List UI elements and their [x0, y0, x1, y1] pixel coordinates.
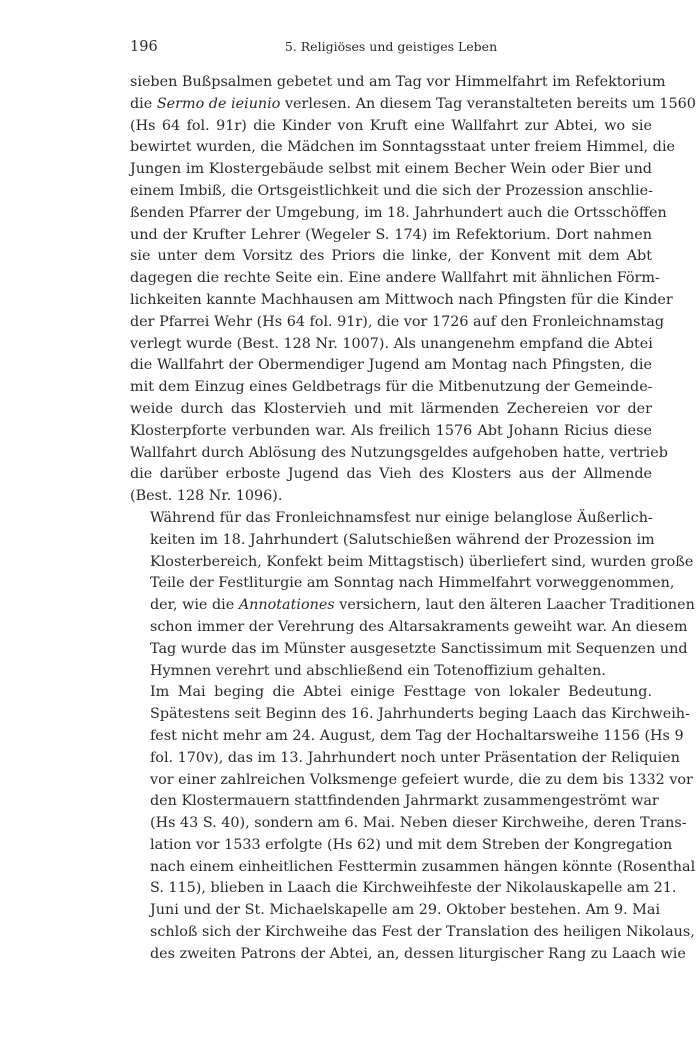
text-line: Hymnen verehrt und abschließend ein Totenoffizium gehalten.	[150, 662, 606, 679]
text-line: Juni und der St. Michaelskapelle am 29. Oktober bestehen. Am 9. Mai	[150, 902, 661, 919]
text-line: vor einer zahlreichen Volksmenge gefeiert wurde, die zu dem bis 1332 vor	[150, 771, 693, 788]
paragraph	[130, 682, 696, 965]
text-line	[130, 595, 695, 617]
body-text	[130, 72, 696, 966]
text-line: schloß sich der Kirchweihe das Fest der Translation des heiligen Nikolaus,	[150, 924, 695, 941]
paragraph	[130, 508, 695, 682]
text-line: Klosterbereich, Konfekt beim Mittagstisch) überliefert sind, wurden große	[150, 553, 694, 570]
text-line	[130, 94, 696, 116]
text-line: dagegen die rechte Seite ein. Eine andere Wallfahrt mit ähnlichen Förm-	[130, 270, 660, 287]
text-line: Teile der Festliturgie am Sonntag nach Himmelfahrt vorweggenommen,	[150, 575, 675, 592]
text-line: die darüber erboste Jugend das Vieh des Klosters aus der Allmende	[130, 466, 652, 483]
chapter-title: 5. Religiöses und geistiges Leben	[284, 39, 498, 54]
text-line: lichkeiten kannte Machhausen am Mittwoch nach Pfingsten für die Kinder	[130, 291, 673, 308]
text-line: einem Imbiß, die Ortsgeistlichkeit und die sich der Prozession anschlie-	[130, 182, 653, 199]
text-line: S. 115), blieben in Laach die Kirchweihfeste der Nikolauskapelle am 21.	[150, 880, 677, 897]
text-line: bewirtet wurden, die Mädchen im Sonntagsstaat unter freiem Himmel, die	[130, 139, 676, 156]
text-line: schon immer der Verehrung des Altarsakraments geweiht war. An diesem	[150, 618, 688, 635]
text-line: (Hs 43 S. 40), sondern am 6. Mai. Neben dieser Kirchweihe, deren Trans-	[150, 815, 687, 832]
paragraph	[130, 72, 696, 508]
text-run: die	[130, 95, 157, 112]
text-line: Klosterpforte verbunden war. Als freilich 1576 Abt Johann Ricius diese	[130, 422, 652, 439]
text-run: verlesen. An diesem Tag veranstalteten bereits um 1560	[280, 95, 696, 112]
text-line: nach einem einheitlichen Festtermin zusammen hängen könnte (Rosenthal	[150, 858, 696, 875]
italic-title: Sermo de ieiunio	[156, 95, 281, 112]
text-line: verlegt wurde (Best. 128 Nr. 1007). Als unangenehm empfand die Abtei	[130, 335, 653, 352]
text-line: keiten im 18. Jahrhundert (Salutschießen während der Prozession im	[150, 531, 655, 548]
page-number: 196	[130, 39, 158, 55]
text-line: (Best. 128 Nr. 1096).	[130, 488, 283, 505]
text-run: der, wie die	[150, 597, 239, 614]
text-line: sieben Bußpsalmen gebetet und am Tag vor Himmelfahrt im Refektorium	[130, 74, 666, 90]
text-line: Spätestens seit Beginn des 16. Jahrhunderts beging Laach das Kirchweih-	[150, 706, 690, 723]
text-line: Jungen im Klostergebäude selbst mit einem Becher Wein oder Bier und	[130, 161, 652, 178]
text-line: weide durch das Klostervieh und mit lärmenden Zechereien vor der	[130, 400, 652, 417]
text-line: der Pfarrei Wehr (Hs 64 fol. 91r), die vor 1726 auf den Fronleichnamstag	[130, 313, 665, 330]
text-line: den Klostermauern stattfindenden Jahrmarkt zusammengeströmt war	[150, 793, 659, 810]
text-line: Tag wurde das im Münster ausgesetzte Sanctissimum mit Sequenzen und	[150, 640, 688, 657]
text-line: Wallfahrt durch Ablösung des Nutzungsgeldes aufgehoben hatte, vertrieb	[130, 444, 668, 461]
italic-title: Annotationes	[238, 597, 335, 614]
running-head	[130, 36, 652, 58]
text-line: fol. 170v), das im 13. Jahrhundert noch unter Präsentation der Reliquien	[150, 749, 680, 766]
text-line: die Wallfahrt der Obermendiger Jugend am Montag nach Pfingsten, die	[130, 357, 652, 374]
text-line: sie unter dem Vorsitz des Priors die linke, der Konvent mit dem Abt	[130, 248, 652, 265]
text-line: Im Mai beging die Abtei einige Festtage von lokaler Bedeutung.	[150, 684, 652, 701]
book-page	[130, 36, 696, 966]
text-line: des zweiten Patrons der Abtei, an, dessen liturgischer Rang zu Laach wie	[150, 945, 686, 962]
text-line: lation vor 1533 erfolgte (Hs 62) und mit dem Streben der Kongregation	[150, 836, 673, 853]
text-line: ßenden Pfarrer der Umgebung, im 18. Jahrhundert auch die Ortsschöffen	[130, 204, 667, 221]
text-line: Während für das Fronleichnamsfest nur einige belanglose Äußerlich-	[150, 509, 653, 526]
text-line: und der Krufter Lehrer (Wegeler S. 174) im Refektorium. Dort nahmen	[130, 226, 652, 243]
text-line: (Hs 64 fol. 91r) die Kinder von Kruft eine Wallfahrt zur Abtei, wo sie	[130, 117, 652, 134]
text-run: versichern, laut den älteren Laacher Traditionen	[334, 597, 695, 614]
text-line: mit dem Einzug eines Geldbetrags für die Mitbenutzung der Gemeinde-	[130, 379, 653, 396]
text-line: fest nicht mehr am 24. August, dem Tag der Hochaltarsweihe 1156 (Hs 9	[150, 727, 684, 744]
